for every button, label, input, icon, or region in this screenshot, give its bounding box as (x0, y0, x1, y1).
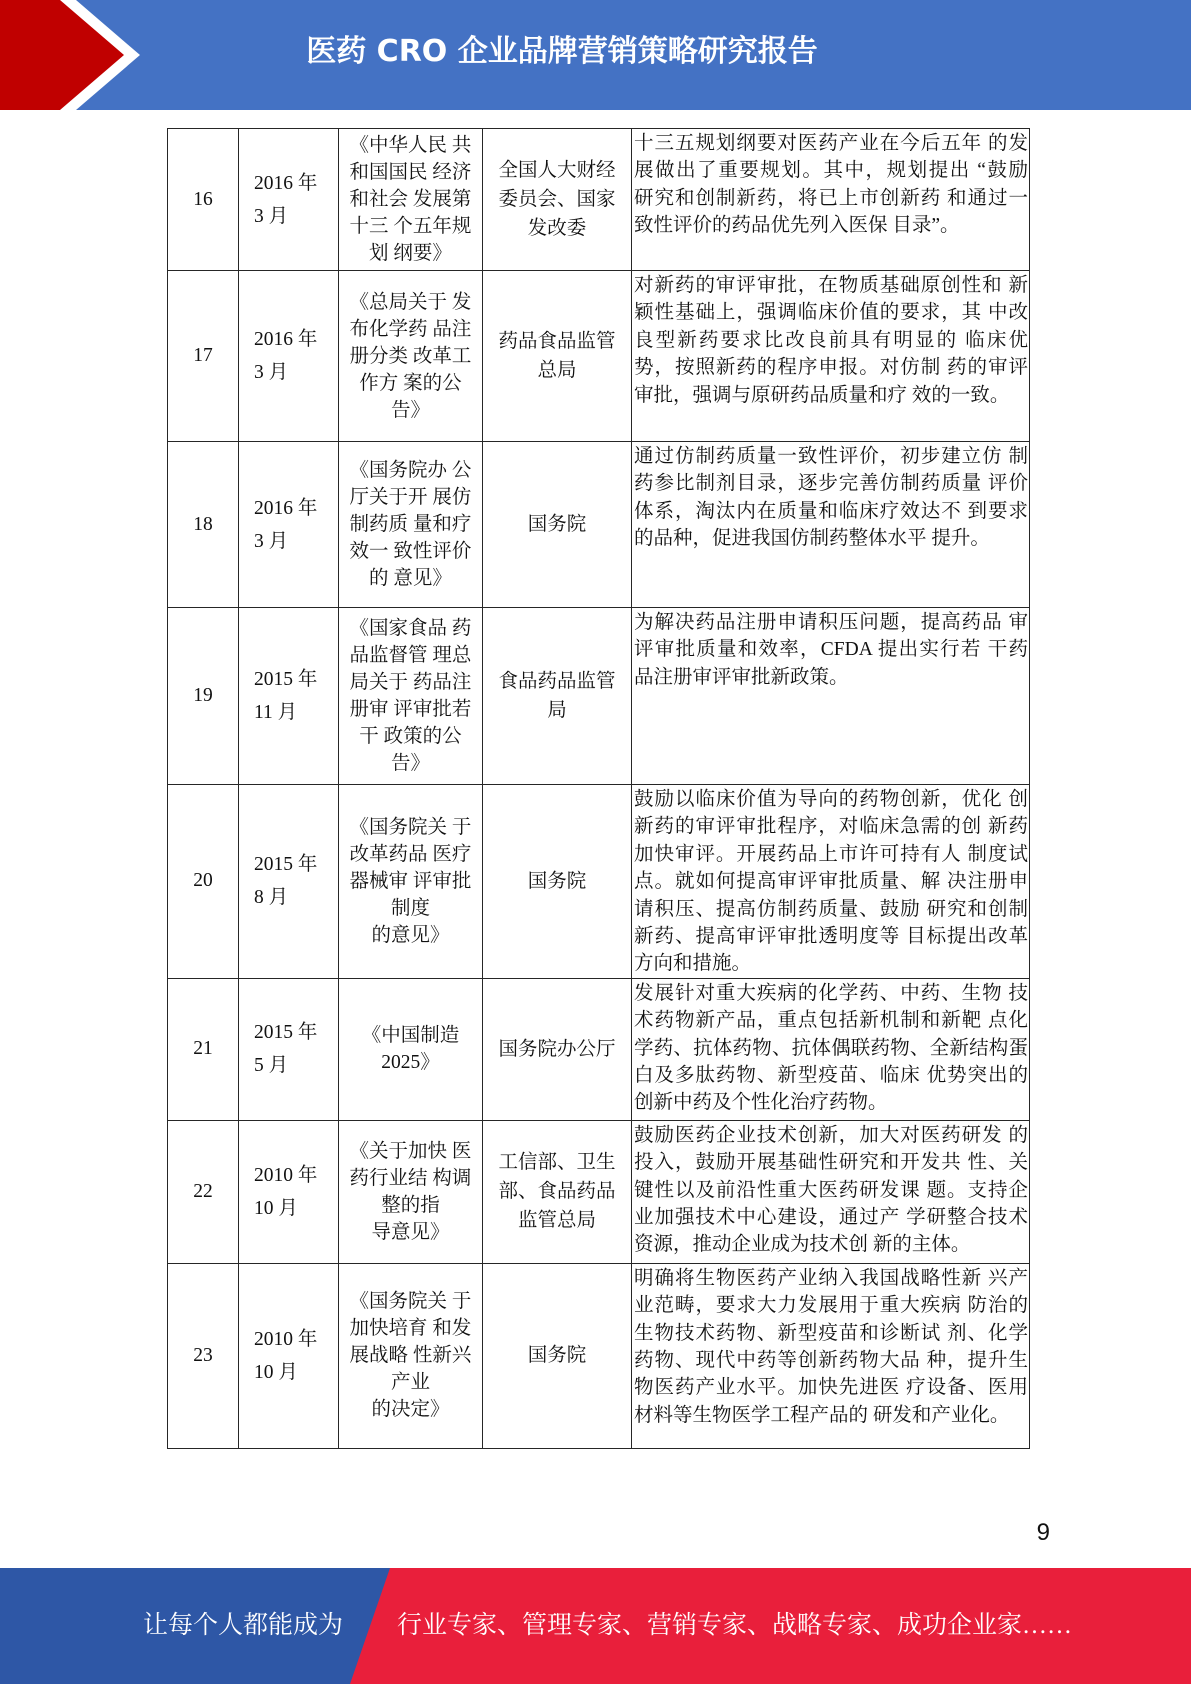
content-line: 新药的审评审批程序，对临床急需的创 新药 (634, 816, 1028, 838)
date-line: 2016 年 (254, 329, 318, 350)
issuer-line: 药品食品监管 (498, 331, 616, 352)
document-name-line: 药行业结 构调 (349, 1167, 472, 1189)
content-line: 点。就如何提高审评审批质量、解 决注册申 (634, 871, 1028, 893)
date-cell (239, 1120, 339, 1263)
content-line: 资源，推动企业成为技术创 新的主体。 (634, 1234, 971, 1256)
table-row (168, 1263, 1030, 1448)
date-line: 8 月 (254, 887, 289, 909)
row-number-cell: 16 (168, 129, 239, 271)
document-name-line: 十三 个五年规 (349, 216, 472, 237)
date-line: 2015 年 (254, 1022, 318, 1044)
row-number-cell: 22 (168, 1120, 239, 1263)
content-line: 品注册审评审批新政策。 (634, 666, 849, 688)
content-line: 术药物新产品，重点包括新机制和新靶 点化 (634, 1010, 1028, 1032)
issuer-cell (483, 978, 632, 1120)
document-name-line: 《国家食品 药 (349, 618, 472, 639)
footer-slogan-left: 让每个人都能成为 (143, 1612, 344, 1639)
date-cell (239, 978, 339, 1120)
content-line: 学药、抗体药物、抗体偶联药物、全新结构蛋 (634, 1037, 1028, 1059)
date-line: 3 月 (254, 530, 289, 552)
date-line: 10 月 (254, 1197, 298, 1219)
content-line: 体系，淘汰内在质量和临床疗效达不 到要求 (634, 500, 1028, 522)
content-line: 加快审评。开展药品上市许可持有人 制度试 (634, 843, 1028, 865)
row-number-cell: 19 (168, 608, 239, 785)
issuer-line: 食品药品监管 (498, 671, 616, 692)
content-line: 鼓励以临床价值为导向的药物创新，优化 创 (634, 789, 1028, 810)
row-number-cell: 18 (168, 442, 239, 608)
content-line: 鼓励医药企业技术创新，加大对医药研发 的 (634, 1124, 1028, 1146)
document-name-line: 制度 (390, 897, 430, 919)
page-footer (0, 1568, 1191, 1684)
content-line: 药物、现代中药等创新药物大品 种，提升生 (634, 1350, 1028, 1372)
document-name-line: 的决定》 (371, 1399, 450, 1421)
table-row (168, 129, 1030, 271)
content-cell (632, 442, 1030, 608)
date-line: 2016 年 (254, 497, 318, 519)
document-name-cell (339, 608, 483, 785)
document-name-line: 改革药品 医疗 (349, 843, 472, 865)
policy-table-body (168, 129, 1030, 1449)
document-name-cell (339, 129, 483, 271)
issuer-line: 委员会、国家 (498, 189, 616, 210)
date-line: 2016 年 (254, 172, 318, 194)
content-line: 请积压、提高仿制药质量、鼓励 研究和创制 (634, 898, 1028, 920)
document-name-line: 《国务院办 公 (349, 460, 472, 481)
table-row (168, 785, 1030, 979)
document-name-cell (339, 442, 483, 608)
date-cell (239, 1263, 339, 1448)
date-line: 2010 年 (254, 1164, 318, 1186)
content-cell (632, 271, 1030, 442)
document-name-line: 《总局关于 发 (349, 291, 472, 313)
document-name-line: 干 政策的公 (359, 726, 462, 747)
table-row (168, 978, 1030, 1120)
content-cell (632, 129, 1030, 271)
content-cell (632, 1120, 1030, 1263)
issuer-cell (483, 129, 632, 271)
content-line: 业范畴，要求大力发展用于重大疾病 防治的 (634, 1295, 1028, 1317)
issuer-cell (483, 785, 632, 979)
issuer-cell (483, 608, 632, 785)
content-line: 明确将生物医药产业纳入我国战略性新 兴产 (634, 1267, 1028, 1289)
content-line: 对新药的审评审批，在物质基础原创性和 新 (634, 275, 1028, 296)
document-name-line: 2025》 (381, 1052, 440, 1074)
document-name-line: 局关于 药品注 (349, 672, 472, 693)
content-line: 致性评价的药品优先列入医保 目录”。 (634, 215, 960, 237)
issuer-line: 局 (547, 700, 567, 721)
issuer-cell (483, 1263, 632, 1448)
document-name-line: 产业 (390, 1372, 430, 1394)
content-line: 良型新药要求比改良前具有明显的 临床优 (634, 329, 1028, 351)
document-name-line: 《国务院关 于 (349, 1291, 472, 1313)
document-name-line: 导意见》 (371, 1221, 450, 1243)
date-line: 10 月 (254, 1361, 298, 1383)
date-cell (239, 442, 339, 608)
issuer-line: 国务院 (527, 1345, 587, 1367)
content-line: 通过仿制药质量一致性评价，初步建立仿 制 (634, 446, 1028, 467)
content-line: 方向和措施。 (634, 953, 752, 975)
document-name-line: 《中华人民 共 (349, 135, 472, 156)
content-line: 创新中药及个性化治疗药物。 (634, 1092, 888, 1114)
document-name-cell (339, 1120, 483, 1263)
document-name-cell (339, 978, 483, 1120)
issuer-line: 国务院 (527, 870, 587, 892)
issuer-line: 工信部、卫生 (498, 1152, 616, 1174)
document-name-line: 加快培育 和发 (349, 1318, 472, 1340)
content-line: 研究和创制新药，将已上市创新药 和通过一 (634, 187, 1028, 209)
document-name-line: 《国务院关 于 (349, 816, 472, 838)
document-name-line: 的 意见》 (369, 568, 452, 589)
document-name-line: 的意见》 (371, 924, 450, 946)
content-line: 展做出了重要规划。其中，规划提出 “鼓励 (634, 160, 1028, 182)
content-line: 的品种，促进我国仿制药整体水平 提升。 (634, 528, 990, 550)
document-name-line: 制药质 量和疗 (349, 514, 472, 535)
date-line: 2015 年 (254, 669, 318, 690)
document-name-line: 作方 案的公 (359, 372, 462, 394)
content-line: 物医药产业水平。加快先进医 疗设备、医用 (634, 1377, 1028, 1399)
content-line: 为解决药品注册申请积压问题，提高药品 审 (634, 612, 1028, 633)
document-name-line: 整的指 (381, 1194, 440, 1216)
content-line: 评审批质量和效率，CFDA 提出实行若 干药 (634, 639, 1028, 661)
issuer-line: 总局 (537, 360, 577, 381)
content-cell (632, 1263, 1030, 1448)
page-header (0, 0, 1191, 110)
document-name-cell (339, 271, 483, 442)
table-row (168, 271, 1030, 442)
issuer-cell (483, 442, 632, 608)
document-name-line: 和国国民 经济 (349, 162, 472, 183)
issuer-cell (483, 1120, 632, 1263)
document-name-line: 器械审 评审批 (349, 870, 472, 892)
row-number-cell: 20 (168, 785, 239, 979)
issuer-line: 发改委 (527, 218, 587, 239)
document-name-line: 划 纲要》 (369, 243, 452, 264)
document-name-line: 告》 (390, 753, 430, 774)
content-line: 新药、提高审评审批透明度等 目标提出改革 (634, 926, 1028, 948)
date-cell (239, 785, 339, 979)
content-cell (632, 608, 1030, 785)
issuer-line: 全国人大财经 (498, 160, 616, 181)
issuer-line: 国务院 (527, 514, 587, 535)
content-line: 材料等生物医学工程产品的 研发和产业化。 (634, 1404, 1010, 1426)
issuer-line: 国务院办公厅 (498, 1038, 616, 1060)
date-line: 3 月 (254, 362, 289, 383)
document-name-line: 品监督管 理总 (349, 645, 472, 666)
page-number: 9 (1036, 1519, 1050, 1546)
document-name-line: 册审 评审批若 (349, 699, 472, 720)
document-name-cell (339, 1263, 483, 1448)
content-cell (632, 785, 1030, 979)
issuer-cell (483, 271, 632, 442)
document-name-line: 展战略 性新兴 (349, 1345, 472, 1367)
table-row (168, 442, 1030, 608)
content-cell (632, 978, 1030, 1120)
content-line: 发展针对重大疾病的化学药、中药、生物 技 (634, 982, 1028, 1004)
date-cell (239, 129, 339, 271)
date-line: 2015 年 (254, 854, 318, 876)
table-row (168, 608, 1030, 785)
content-line: 势，按照新药的程序申报。对仿制 药的审评 (634, 357, 1028, 379)
issuer-line: 监管总局 (517, 1210, 596, 1232)
content-line: 颖性基础上，强调临床价值的要求，其 中改 (634, 302, 1028, 324)
document-name-line: 厅关于开 展仿 (349, 487, 472, 508)
report-title: 医药 CRO 企业品牌营销策略研究报告 (306, 34, 818, 69)
content-line: 键性以及前沿性重大医药研发课 题。支持企 (634, 1179, 1028, 1201)
date-line: 2010 年 (254, 1328, 318, 1350)
document-name-line: 《关于加快 医 (349, 1140, 472, 1162)
date-cell (239, 608, 339, 785)
content-line: 投入，鼓励开展基础性研究和开发共 性、关 (634, 1152, 1028, 1174)
document-name-cell (339, 785, 483, 979)
row-number-cell: 21 (168, 978, 239, 1120)
date-line: 3 月 (254, 205, 289, 227)
document-name-line: 册分类 改革工 (349, 345, 472, 367)
row-number-cell: 23 (168, 1263, 239, 1448)
document-name-line: 告》 (390, 399, 430, 421)
content-line: 十三五规划纲要对医药产业在今后五年 的发 (634, 133, 1028, 154)
content-line: 审批，强调与原研药品质量和疗 效的一致。 (634, 384, 1010, 406)
content-line: 生物技术药物、新型疫苗和诊断试 剂、化学 (634, 1322, 1028, 1344)
policy-table (167, 128, 1030, 1449)
issuer-line: 部、食品药品 (498, 1181, 616, 1203)
document-name-line: 效一 致性评价 (349, 541, 472, 562)
content-line: 白及多肽药物、新型疫苗、临床 优势突出的 (634, 1065, 1028, 1087)
document-name-line: 布化学药 品注 (349, 318, 472, 340)
date-line: 5 月 (254, 1055, 289, 1077)
content-line: 业加强技术中心建设，通过产 学研整合技术 (634, 1207, 1028, 1229)
document-name-line: 《中国制造 (361, 1025, 460, 1047)
date-cell (239, 271, 339, 442)
document-name-line: 和社会 发展第 (349, 189, 472, 210)
date-line: 11 月 (254, 702, 298, 723)
table-row (168, 1120, 1030, 1263)
content-line: 药参比制剂目录，逐步完善仿制药质量 评价 (634, 473, 1028, 495)
row-number-cell: 17 (168, 271, 239, 442)
footer-slogan-right: 行业专家、管理专家、营销专家、战略专家、成功企业家…… (397, 1612, 1073, 1639)
